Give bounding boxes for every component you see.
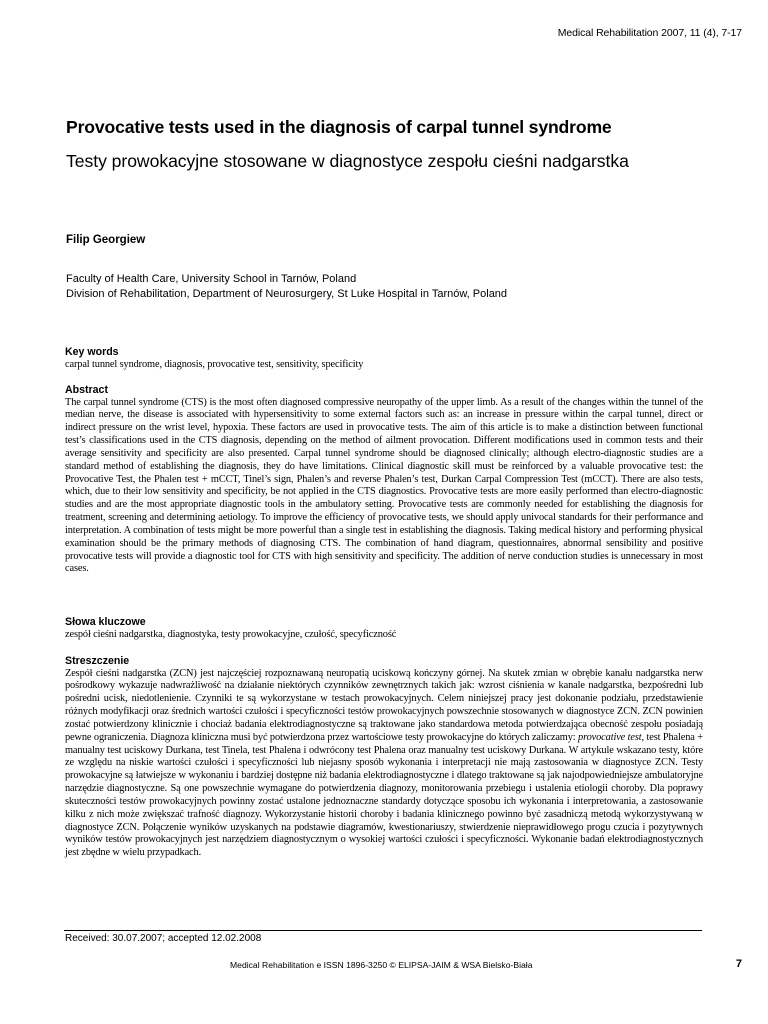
article-title-english: Provocative tests used in the diagnosis of carpal tunnel syndrome: [66, 117, 612, 137]
publisher-line: Medical Rehabilitation e ISSN 1896-3250 © ELIPSA-JAIM & WSA Bielsko-Biała: [230, 960, 533, 970]
keywords-heading: Key words: [65, 346, 119, 358]
keywords-text: carpal tunnel syndrome, diagnosis, provocative test, sensitivity, specificity: [65, 358, 364, 370]
streszczenie-text-part: , test Phalena + manualny test uciskowy Durkana, test Tinela, test Phalena i odwrócony test Phalena oraz manualny test uciskowy Durkana. W artykule wskazano testy, które ze względu na niskie wartości czułości i specyficzności lub niejasny sposób wykonania i interpretacji nie mają zastosowania w diagnostyce ZCN. Testy prowokacyjne są łatwiejsze w wykonaniu i bardziej dostępne niż badania elektrodiagnostyczne i dlatego traktowane są jak najodpowiedniejsze ambulatoryjne narzędzie diagnostyczne. Są one powszechnie wymagane do potwierdzenia diagnozy, monitorowania przebiegu i ustalenia etiologii choroby. Dla poprawy skuteczności testów prowokacyjnych powinny zostać ustalone jednoznaczne standardy dotyczące sposobu ich wykonania i interpretowania, a zastosowanie kilku z nich może zwiększać trafność diagnozy. Wykorzystanie historii choroby i badania klinicznego powinno być zasadniczą metodą wykorzystywaną w diagnostyce ZCN. Połączenie wyników uzyskanych na podstawie diagramów, kwestionariuszy, stwierdzenie nieprawidłowego progu czucia i pozytywnych wyników testów prowokacyjnych jest narzędziem diagnostycznym o wysokiej wartości czułości i specyficzności. Wykonanie badań elektrodiagnostycznych jest zbędne w wielu przypadkach.: [65, 731, 703, 859]
abstract-section: [65, 384, 703, 576]
slowa-kluczowe-heading: Słowa kluczowe: [65, 616, 146, 628]
journal-reference: Medical Rehabilitation 2007, 11 (4), 7-17: [557, 27, 742, 39]
streszczenie-text: [65, 668, 703, 861]
slowa-kluczowe-section: [65, 616, 703, 641]
streszczenie-text-part: Zespół cieśni nadgarstka (ZCN) jest najczęściej rozpoznawaną neuropatią uciskową kończyny górnej. Na skutek zmian w obrębie kanału nadgarstka nerw pośrodkowy wykazuje nadwrażliwość na działanie niektórych czynników zewnętrznych takich jak: wzrost ciśnienia w kanale nadgarstka, bezpośredni lub pośredni ucisk, niedotlenienie. Czynniki te są wykorzystane w testach prowokacyjnych. Celem niniejszej pracy jest dokonanie podziału, przedstawienie różnych modyfikacji oraz średnich wartości czułości i specyficzności testów prowokacyjnych powszechnie stosowanych w diagnostyce ZCN. ZCN powinien zostać potwierdzony klinicznie i chociaż badania elektrodiagnostyczne są traktowane jako standardowa metoda potwierdzająca obecność zespołu posiadają pewne ograniczenia. Diagnoza kliniczna musi być potwierdzona przez wartościowe testy prowokacyjne do których zaliczamy:: [65, 667, 703, 743]
abstract-text: The carpal tunnel syndrome (CTS) is the most often diagnosed compressive neuropathy of the upper limb. As a result of the changes within the tunnel of the median nerve, the disease is associated with hypersensitivity to some external factors such as: an increase in pressure within the carpal tunnel, direct or indirect pressure on the wrist level, hypoxia. These factors are used in provocative tests. The aim of this article is to make a distinction between functional test’s classifications used in the CTS diagnosis, depending on the method of ailment provocation. Different modifications used in common tests and their average sensitivity and specificity are also presented. Carpal tunnel syndrome should be diagnosed clinically; although electro-diagnostic studies are a standard method of establishing the diagnosis, they do have limitations. Clinical diagnostic skill must be reinforced by a valuable provocative test: the Provocative Test, the Phalen test + mCCT, Tinel’s sign, Phalen’s and reverse Phalen’s test, Durkan Carpal Compression Test (mCCT). There are also tests, which, due to their low sensitivity and specificity, be not applied in the CTS diagnostics. Provocative tests are more easily performed than electro-diagnostic studies and are the most appropriate diagnostic tools in the ambulatory setting. Provocative tests are commonly needed for establishing the diagnosis for treatment, screening and determining aetiology. To improve the efficiency of provocative tests, we should apply univocal standards for their performance and interpretation. A combination of tests might be more powerful than a single test in establishing the diagnosis. Taking medical history and performing physical examination should be the primary methods of diagnosing CTS. The combination of hand diagram, questionnaires, abnormal sensibility and positive provocative tests will provide a diagnostic tool for CTS with high sensitivity and specificity. The addition of nerve conduction studies is unnecessary in most cases.: [65, 396, 703, 575]
page-number: 7: [735, 958, 742, 970]
article-title-polish: Testy prowokacyjne stosowane w diagnostyce zespołu cieśni nadgarstka: [66, 151, 629, 171]
affiliations: [66, 272, 507, 302]
streszczenie-heading: Streszczenie: [65, 655, 130, 667]
streszczenie-italic-term: provocative test: [578, 731, 642, 743]
streszczenie-section: [65, 655, 703, 860]
author-name: Filip Georgiew: [66, 234, 146, 246]
affiliation-line: Faculty of Health Care, University School in Tarnów, Poland: [66, 273, 357, 285]
footer-divider: [64, 930, 702, 931]
affiliation-line: Division of Rehabilitation, Department of Neurosurgery, St Luke Hospital in Tarnów, Poland: [66, 287, 508, 300]
slowa-kluczowe-text: zespół cieśni nadgarstka, diagnostyka, testy prowokacyjne, czułość, specyficzność: [65, 628, 397, 640]
received-dates: Received: 30.07.2007; accepted 12.02.2008: [65, 933, 262, 944]
abstract-heading: Abstract: [65, 384, 108, 396]
keywords-section: [65, 346, 703, 371]
